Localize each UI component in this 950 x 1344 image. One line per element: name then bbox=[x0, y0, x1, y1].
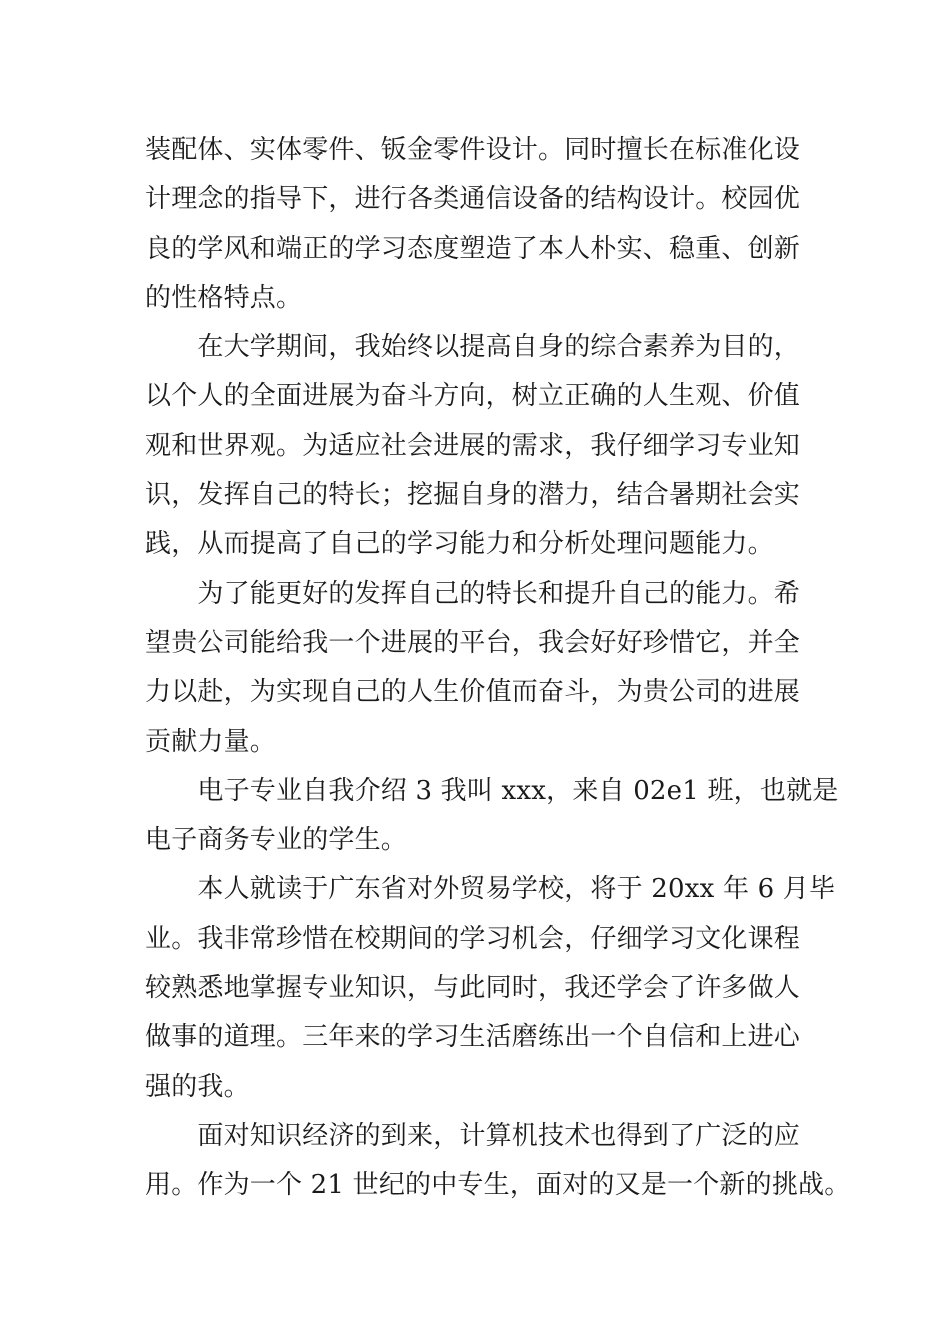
text-line: 用。作为一个 21 世纪的中专生，面对的又是一个新的挑战。 bbox=[145, 1170, 851, 1201]
text-line: 以个人的全面进展为奋斗方向，树立正确的人生观、价值 bbox=[145, 381, 801, 412]
paragraph-2 bbox=[145, 323, 835, 569]
text-line: 望贵公司能给我一个进展的平台，我会好好珍惜它，并全 bbox=[145, 627, 801, 658]
text-line: 识，发挥自己的特长；挖掘自身的潜力，结合暑期社会实 bbox=[145, 480, 801, 511]
paragraph-6 bbox=[145, 1112, 851, 1211]
paragraph-4 bbox=[145, 767, 839, 866]
text-line: 业。我非常珍惜在校期间的学习机会，仔细学习文化课程 bbox=[145, 923, 801, 954]
text-line: 为了能更好的发挥自己的特长和提升自己的能力。希 bbox=[145, 578, 801, 609]
text-line: 践，从而提高了自己的学习能力和分析处理问题能力。 bbox=[145, 529, 774, 560]
text-line: 电子商务专业的学生。 bbox=[145, 825, 408, 856]
text-line: 电子专业自我介绍 3 我叫 xxx，来自 02e1 班，也就是 bbox=[145, 775, 839, 806]
text-line: 强的我。 bbox=[145, 1071, 250, 1102]
paragraph-1 bbox=[145, 126, 835, 323]
paragraph-5 bbox=[145, 865, 835, 1111]
text-line: 力以赴，为实现自己的人生价值而奋斗，为贵公司的进展 bbox=[145, 677, 801, 708]
text-line: 良的学风和端正的学习态度塑造了本人朴实、稳重、创新 bbox=[145, 233, 801, 264]
text-line: 本人就读于广东省对外贸易学校，将于 20xx 年 6 月毕 bbox=[145, 874, 836, 905]
text-line: 较熟悉地掌握专业知识，与此同时，我还学会了许多做人 bbox=[145, 973, 801, 1004]
paragraph-3 bbox=[145, 570, 835, 767]
text-line: 的性格特点。 bbox=[145, 282, 303, 313]
document-body bbox=[145, 126, 851, 1211]
text-line: 贡献力量。 bbox=[145, 726, 277, 757]
text-line: 装配体、实体零件、钣金零件设计。同时擅长在标准化设 bbox=[145, 135, 801, 165]
text-line: 观和世界观。为适应社会进展的需求，我仔细学习专业知 bbox=[145, 430, 801, 461]
text-line: 在大学期间，我始终以提高自身的综合素养为目的， bbox=[145, 332, 801, 363]
text-line: 面对知识经济的到来，计算机技术也得到了广泛的应 bbox=[145, 1120, 801, 1151]
text-line: 做事的道理。三年来的学习生活磨练出一个自信和上进心 bbox=[145, 1022, 801, 1053]
text-line: 计理念的指导下，进行各类通信设备的结构设计。校园优 bbox=[145, 184, 801, 215]
